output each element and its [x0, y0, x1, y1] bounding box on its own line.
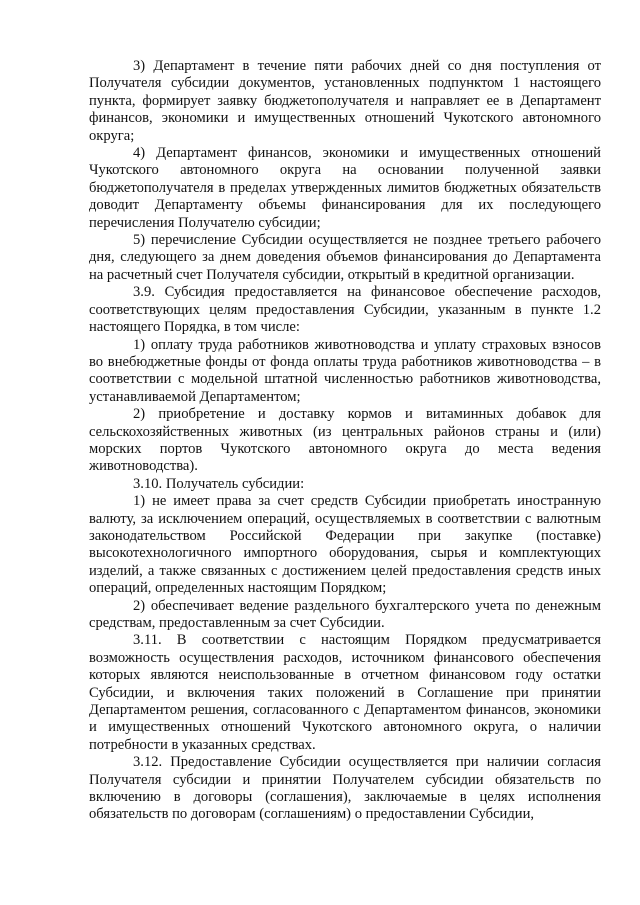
paragraph-3-11: 3.11. В соответствии с настоящим Порядком предусматривается возможность осуществления расходов, источником финансового обеспечения которых являются неиспользованные в отчетном финансовом году остатки Субсидии, и включения таких положений в Соглашение при принятии Департаментом решения, согласованного с Департаментом финансов, экономики и имущественных отношений Чукотского автономного округа, о наличии потребности в указанных средствах.: [89, 632, 601, 753]
paragraph-3-9: 3.9. Субсидия предоставляется на финансовое обеспечение расходов, соответствующих целям предоставления Субсидии, указанным в пункте 1.2 настоящего Порядка, в том числе:: [89, 284, 601, 336]
document-page: [89, 58, 601, 824]
paragraph-item-3: 3) Департамент в течение пяти рабочих дней со дня поступления от Получателя субсидии документов, установленных подпунктом 1 настоящего пункта, формирует заявку бюджетополучателя и направляет ее в Департамент финансов, экономики и имущественных отношений Чукотского автономного округа;: [89, 58, 601, 144]
paragraph-item-4: 4) Департамент финансов, экономики и имущественных отношений Чукотского автономного округа на основании полученной заявки бюджетополучателя в пределах утвержденных лимитов бюджетных обязательств доводит Департаменту объемы финансирования для их последующего перечисления Получателю субсидии;: [89, 145, 601, 231]
paragraph-3-10: 3.10. Получатель субсидии:: [133, 475, 305, 492]
paragraph-3-9-item-2: 2) приобретение и доставку кормов и витаминных добавок для сельскохозяйственных животных (из центральных районов страны и (или) морских портов Чукотского автономного округа до места ведения животноводства).: [89, 406, 601, 475]
paragraph-3-10-item-2: 2) обеспечивает ведение раздельного бухгалтерского учета по денежным средствам, предоставленным за счет Субсидии.: [89, 597, 601, 631]
paragraph-3-9-item-1: 1) оплату труда работников животноводства и уплату страховых взносов во внебюджетные фонды от фонда оплаты труда работников животноводства – в соответствии с модельной штатной численностью работников животноводства, устанавливаемой Департаментом;: [89, 336, 601, 405]
paragraph-item-5: 5) перечисление Субсидии осуществляется не позднее третьего рабочего дня, следующего за днем доведения объемов финансирования до Департамента на расчетный счет Получателя субсидии, открытый в кредитной организации.: [89, 232, 601, 283]
paragraph-3-12: 3.12. Предоставление Субсидии осуществляется при наличии согласия Получателя субсидии и принятии Получателем субсидии обязательств по включению в договоры (соглашения), заключаемые в целях исполнения обязательств по договорам (соглашениям) о предоставлении Субсидии,: [89, 754, 601, 823]
paragraph-3-10-item-1: 1) не имеет права за счет средств Субсидии приобретать иностранную валюту, за исключением операций, осуществляемых в соответствии с валютным законодательством Российской Федерации при закупке (поставке) высокотехнологичного импортного оборудования, сырья и комплектующих изделий, а также связанных с достижением целей предоставления средств иных операций, определенных настоящим Порядком;: [89, 493, 601, 597]
